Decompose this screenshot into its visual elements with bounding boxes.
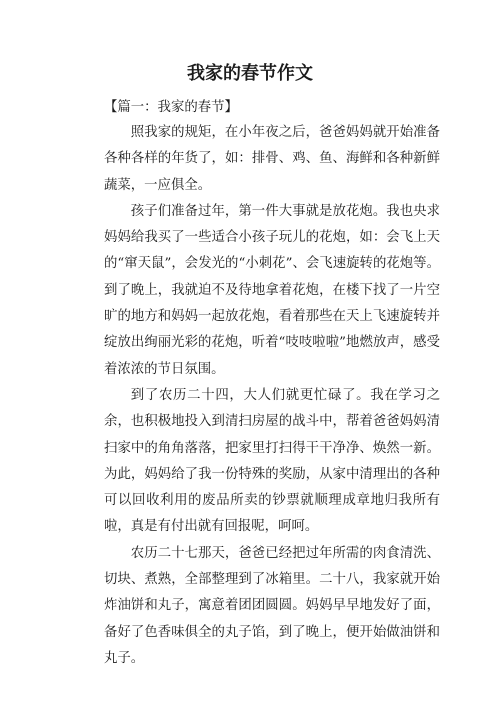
- paragraph-4: 农历二十七那天，爸爸已经把过年所需的肉食清洗、切块、煮熟，全部整理到了冰箱里。二十八，我家就开始炸油饼和丸子，寓意着团团圆圆。妈妈早早地发好了面，备好了色香味俱全的丸子馅，到了晚上，便开始做油饼和丸子。: [104, 545, 440, 666]
- paragraph-3: 到了农历二十四，大人们就更忙碌了。我在学习之余，也积极地投入到清扫房屋的战斗中，帮着爸爸妈妈清扫家中的角角落落，把家里打扫得干干净净、焕然一新。为此，妈妈给了我一份特殊的奖励，从家中清理出的各种可以回收利用的废品所卖的钞票就顺理成章地归我所有啦，真是有付出就有回报呢，呵呵。: [104, 387, 440, 535]
- paragraph-2: 孩子们准备过年，第一件大事就是放花炮。我也央求妈妈给我买了一些适合小孩子玩儿的花炮，如：会飞上天的“窜天鼠”，会发光的“小刺花”、会飞速旋转的花炮等。到了晚上，我就迫不及待地拿着花炮，在楼下找了一片空旷的地方和妈妈一起放花炮，看着那些在天上飞速旋转并绽放出绚丽光彩的花炮，听着“吱吱啦啦”地燃放声，感受着浓浓的节日氛围。: [104, 203, 440, 377]
- document-title: 我家的春节作文: [187, 63, 313, 84]
- paragraph-1: 照我家的规矩，在小年夜之后，爸爸妈妈就开始准备各种各样的年货了，如：排骨、鸡、鱼、海鲜和各种新鲜蔬菜，一应俱全。: [104, 125, 440, 193]
- article-body: [104, 120, 440, 672]
- section-heading: 【篇一：我家的春节】: [104, 100, 238, 115]
